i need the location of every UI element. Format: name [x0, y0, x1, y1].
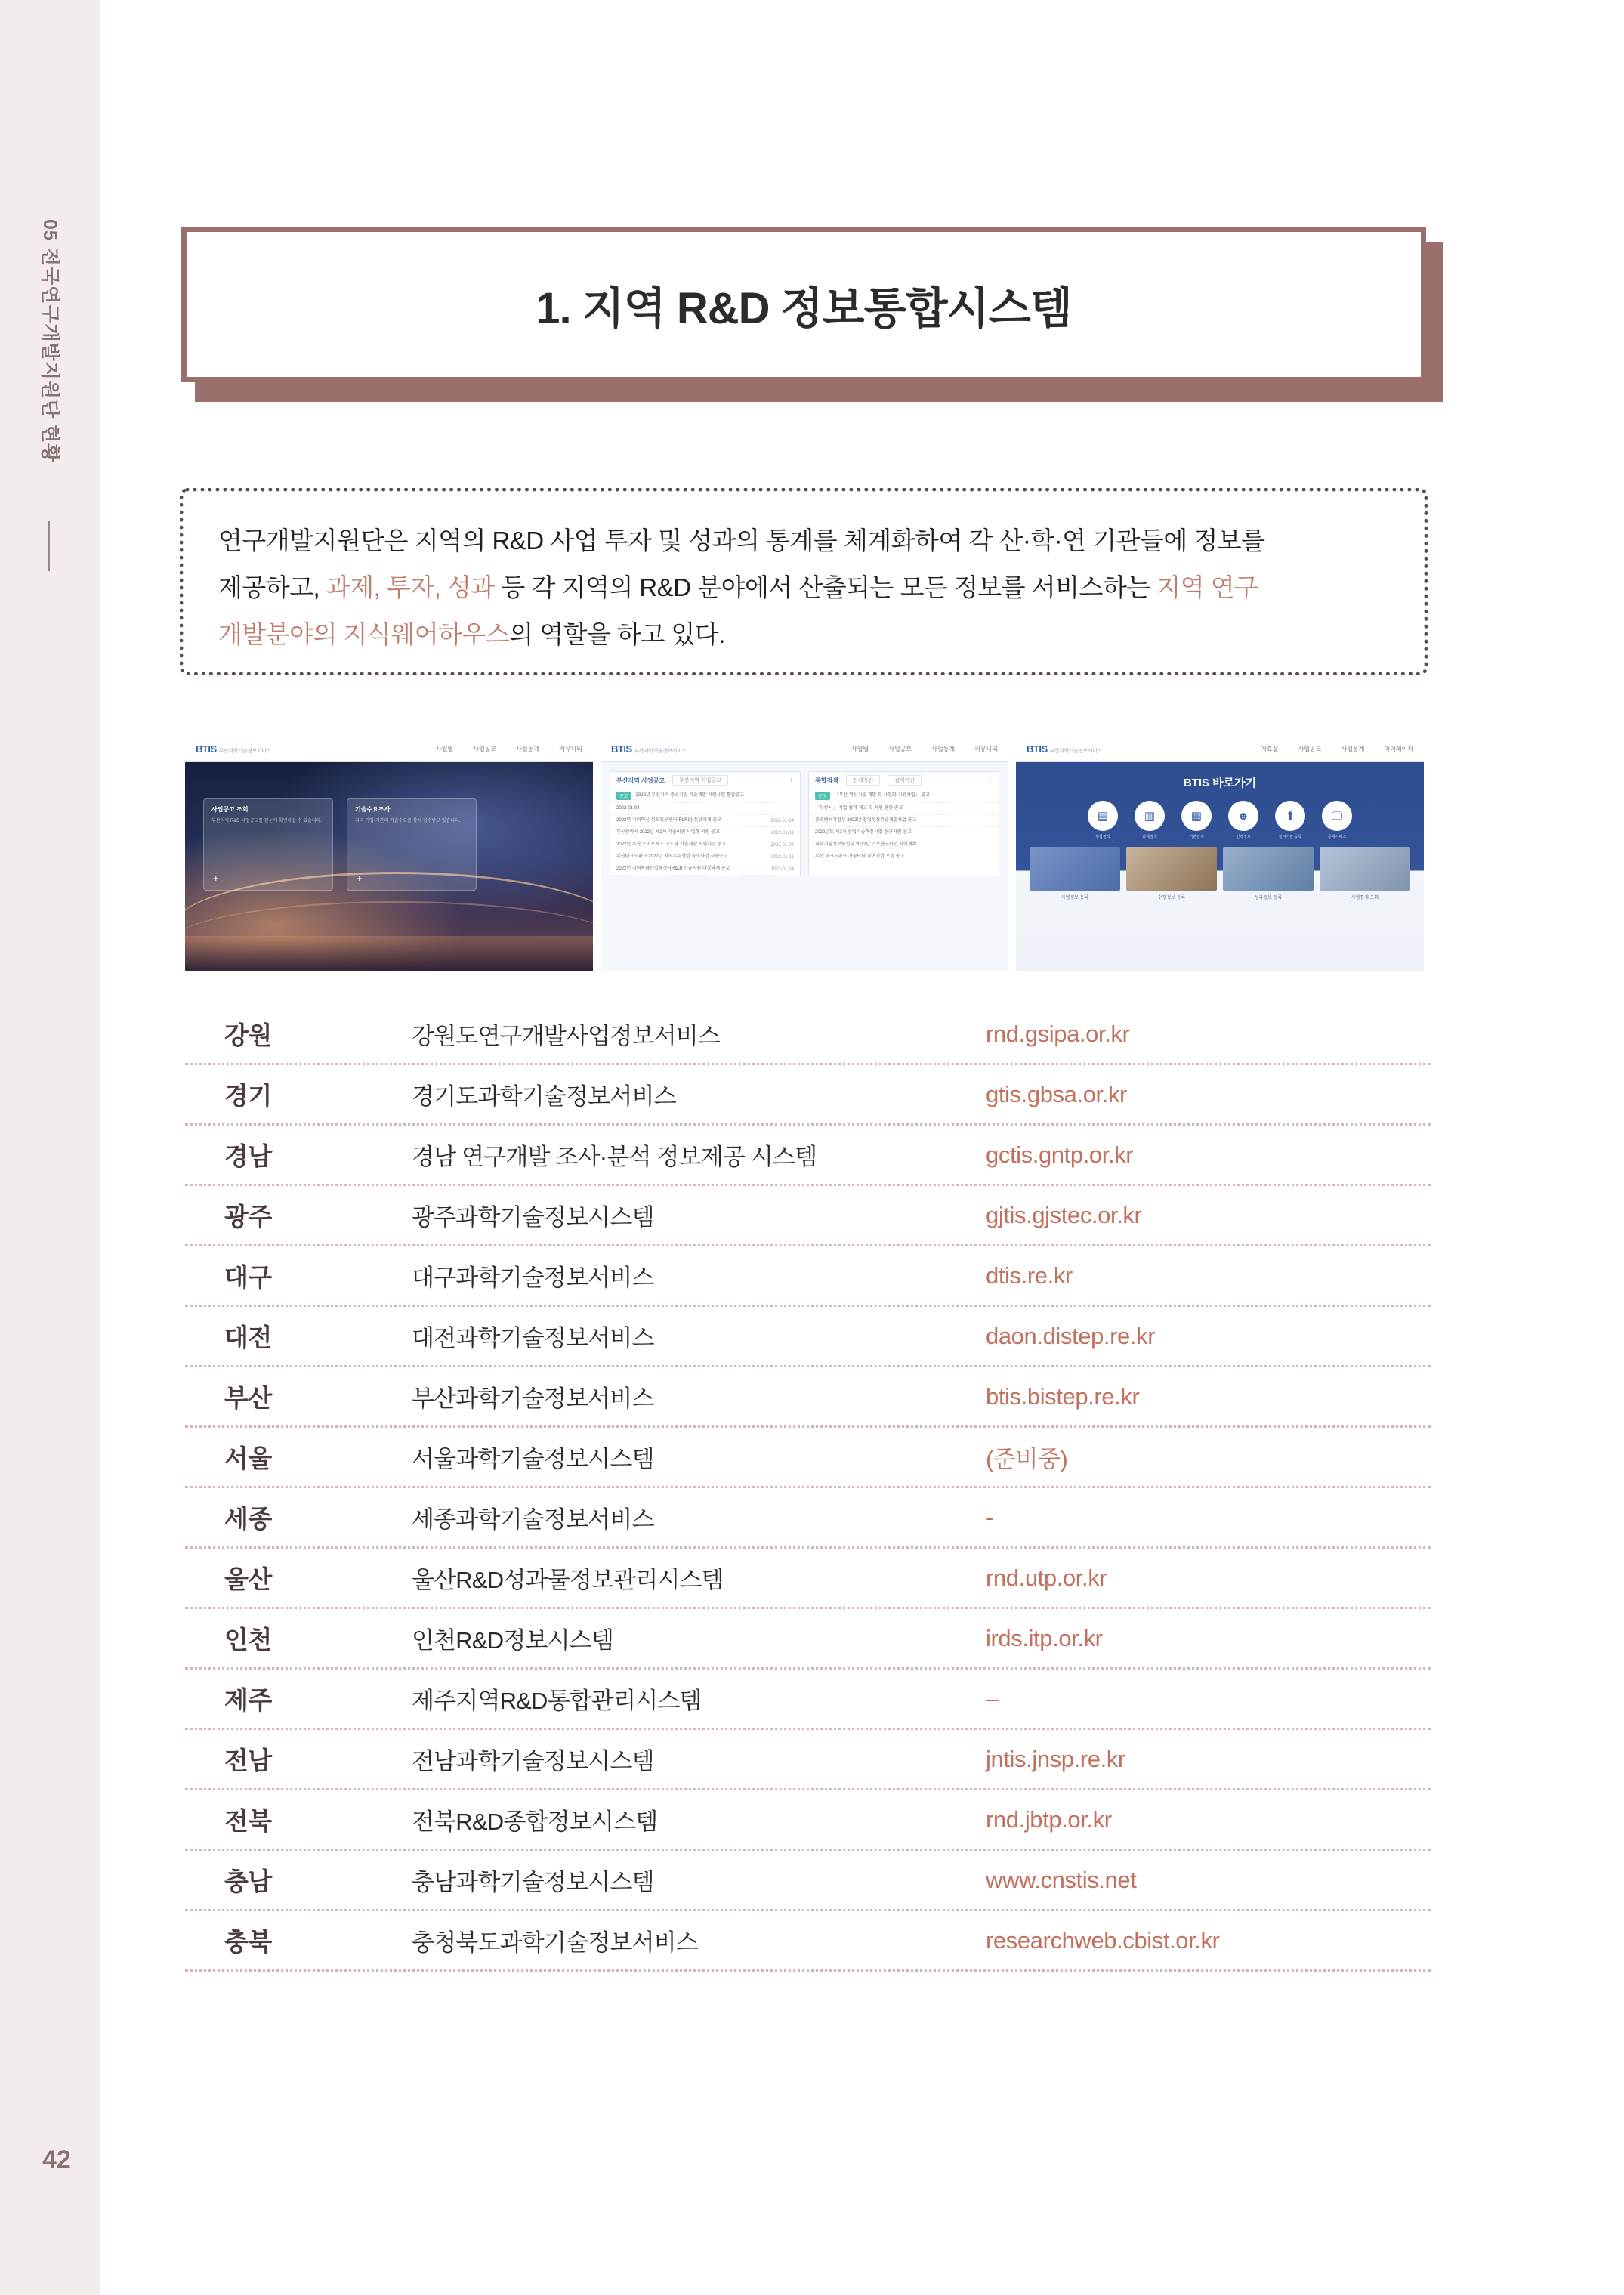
- nav-item: 사업공모: [473, 746, 497, 752]
- system-name: 서울과학기술정보시스템: [412, 1446, 654, 1472]
- brand-name: BTIS: [611, 743, 632, 755]
- nav-item: 사업공모: [888, 746, 912, 752]
- list-item[interactable]: [610, 827, 800, 839]
- hero-card-2-sub: 지역 기업·기관의 기술수요를 상시 접수받고 있습니다.: [355, 819, 461, 823]
- building-icon[interactable]: ▦: [1181, 801, 1212, 831]
- panel-label: 부산지역 사업공고: [616, 777, 665, 784]
- quicklink-label: 통계서비스: [1327, 835, 1347, 839]
- upload-icon[interactable]: ⬆: [1275, 801, 1305, 831]
- notice-date: 2022-01-04: [616, 806, 640, 811]
- hero-card-2[interactable]: [347, 798, 477, 891]
- table-row: [185, 1367, 1431, 1428]
- system-name: 부산과학기술정보서비스: [412, 1385, 654, 1412]
- system-name: 충남과학기술정보시스템: [412, 1869, 654, 1895]
- hero-card-1-title: 사업공고 조회: [211, 806, 249, 813]
- description-highlight-3: 개발분야의 지식웨어하우스: [218, 620, 510, 648]
- side-divider: [48, 521, 50, 571]
- plus-icon[interactable]: +: [213, 873, 219, 884]
- photo-card-label: 수행정보 등록: [1157, 896, 1186, 900]
- system-url[interactable]: btis.bistep.re.kr: [986, 1382, 1140, 1410]
- screenshot3-nav: [1261, 745, 1413, 753]
- region-name: 울산: [224, 1565, 272, 1593]
- nav-item: 사업별: [436, 746, 454, 752]
- nav-item: 자료실: [1261, 746, 1279, 752]
- list-item-text: 2022년 지역혁신 선도연구센터(RLRC) 신규과제 공모: [616, 818, 721, 823]
- plus-icon[interactable]: +: [987, 776, 993, 785]
- nav-item: 사업공모: [1298, 746, 1322, 752]
- system-name: 울산R&D성과물정보관리시스템: [412, 1567, 724, 1593]
- notice-panels: [601, 762, 1008, 971]
- screenshot2-nav: [851, 745, 998, 753]
- panel-label: 통합검색: [815, 777, 838, 784]
- list-item[interactable]: [610, 851, 800, 863]
- quicklink-label: 인력정보: [1236, 835, 1251, 839]
- quicklink-title: BTIS 바로가기: [1183, 777, 1257, 789]
- notice-tag: 공고: [815, 792, 830, 800]
- page-number: 42: [42, 2145, 71, 2174]
- system-name: 강원도연구개발사업정보서비스: [412, 1023, 721, 1049]
- notice-panel-left-head: [610, 772, 800, 789]
- region-name: 제주: [224, 1686, 272, 1714]
- nav-item: 커뮤니티: [559, 746, 582, 752]
- notice-row[interactable]: [610, 803, 800, 815]
- list-item-text: 부산광역시 2022년 제1차 기술이전 사업화 지원 공고: [616, 830, 720, 835]
- brand-subtitle: 부산과학기술정보서비스: [634, 749, 687, 754]
- system-url[interactable]: gtis.gbsa.or.kr: [986, 1080, 1127, 1107]
- regional-systems-table: [185, 1005, 1431, 1972]
- region-name: 충북: [224, 1928, 272, 1956]
- table-row: [185, 1005, 1431, 1065]
- notice-text: 「부산 혁신기술 개발 및 사업화 지원사업」 공고: [834, 793, 930, 798]
- system-url[interactable]: jntis.jnsp.re.kr: [986, 1745, 1125, 1772]
- system-name: 대전과학기술정보서비스: [412, 1325, 654, 1351]
- table-row: [185, 1730, 1431, 1790]
- description-callout: [180, 488, 1428, 675]
- list-item-date: 2022-01-04: [770, 842, 794, 848]
- table-row: [185, 1246, 1431, 1307]
- table-row: [185, 1670, 1431, 1730]
- list-item-text: 중소벤처기업부 2022년 창업성장기술개발사업 공고: [815, 818, 917, 823]
- list-item-text: 부산테크노파크 2022년 지역주력산업 육성사업 시행공고: [616, 854, 728, 859]
- photo-card-label: 사업통계 조회: [1351, 896, 1379, 900]
- region-name: 강원: [224, 1021, 272, 1049]
- description-highlight-1: 과제, 투자, 성과: [326, 573, 495, 601]
- plus-icon[interactable]: +: [789, 776, 794, 785]
- region-name: 전남: [224, 1747, 272, 1775]
- description-line-2: [218, 564, 1389, 611]
- system-url[interactable]: daon.distep.re.kr: [986, 1322, 1156, 1349]
- hero-card-1-sub: 부산지역 R&D 사업공고를 한눈에 확인하실 수 있습니다.: [211, 819, 323, 823]
- brand-name: BTIS: [196, 743, 217, 755]
- system-url[interactable]: rnd.gsipa.or.kr: [986, 1020, 1130, 1047]
- list-item-text: 부산 테크노파크 기술닥터 참여기업 모집 공고: [815, 854, 905, 859]
- people-icon[interactable]: ☻: [1228, 801, 1258, 831]
- list-item[interactable]: [809, 839, 999, 851]
- list-item-text: 과학기술정보통신부 2022년 기초연구사업 시행계획: [815, 842, 917, 847]
- region-name: 광주: [224, 1203, 272, 1231]
- hero-night-photo: [185, 762, 593, 971]
- monitor-icon[interactable]: 🖵: [1322, 801, 1352, 831]
- photo-card-caption-row: [1016, 894, 1424, 900]
- table-row: [185, 1186, 1431, 1246]
- description-line-3: [218, 611, 1389, 658]
- table-row: [185, 1488, 1431, 1549]
- document-icon[interactable]: ▤: [1088, 801, 1118, 831]
- notice-panel-left: [610, 771, 801, 876]
- list-item[interactable]: [809, 815, 999, 827]
- screenshot-btis-quicklinks: [1016, 737, 1424, 971]
- description-highlight-2: 지역 연구: [1156, 573, 1258, 601]
- system-name: 제주지역R&D통합관리시스템: [412, 1688, 702, 1714]
- region-name: 대전: [224, 1324, 272, 1351]
- description-text-2a: 제공하고,: [218, 573, 326, 601]
- notice-tag: 공고: [616, 792, 631, 800]
- chapter-side-tab: [39, 219, 66, 551]
- photo-card-label: 성과정보 등록: [1254, 896, 1283, 900]
- list-item[interactable]: [610, 863, 800, 876]
- notice-row[interactable]: [610, 789, 800, 803]
- screenshot3-topbar: [1016, 737, 1424, 762]
- list-item-text: 「부산시」 기업 활력 제고 및 지원 관련 공고: [815, 806, 903, 811]
- system-url[interactable]: gjtis.gjstec.or.kr: [986, 1201, 1142, 1228]
- region-name: 전북: [224, 1807, 272, 1835]
- chapter-label: 05 전국연구개발지원단 현황: [39, 219, 60, 463]
- system-url[interactable]: researchweb.cbist.or.kr: [986, 1926, 1220, 1954]
- nav-item: 사업통계: [1341, 746, 1365, 752]
- screenshot-strip: [185, 737, 1424, 971]
- quicklink-label: 통합검색: [1095, 835, 1110, 839]
- notice-panel-right-head: [809, 772, 999, 789]
- page-title: 1. 지역 R&D 정보통합시스템: [536, 284, 1072, 333]
- hero-card-2-title: 기술수요조사: [355, 806, 391, 813]
- list-item-date: 2022-01-04: [770, 818, 794, 823]
- list-item-date: 2022-01-11: [770, 854, 794, 860]
- list-item-text: 2022년도 제1차 산업기술혁신사업 신규지원 공고: [815, 830, 912, 835]
- screenshot-btis-notices: [601, 737, 1008, 971]
- notice-row[interactable]: [809, 789, 999, 803]
- list-item-date: 2022-01-11: [770, 830, 794, 836]
- notice-text: 2022년 부산지역 중소기업 기술개발 지원사업 통합공고: [635, 793, 744, 798]
- system-name: 세종과학기술정보서비스: [412, 1506, 654, 1533]
- region-name: 서울: [224, 1444, 272, 1472]
- quicklink-label: 과제검색: [1142, 835, 1157, 839]
- brand-name: BTIS: [1027, 743, 1048, 755]
- system-url[interactable]: www.cnstis.net: [986, 1866, 1137, 1893]
- list-item-text: 2022년 지역특화산업육성+(R&D) 신규지원 대상과제 공고: [616, 866, 730, 871]
- system-url[interactable]: irds.itp.or.kr: [986, 1624, 1103, 1651]
- description-text-3b: 의 역할을 하고 있다.: [509, 620, 725, 648]
- region-name: 부산: [224, 1384, 272, 1412]
- list-item-text: 2022년 부산 스마트제조 고도화 기술개발 지원사업 공고: [616, 842, 727, 847]
- photo-card[interactable]: [1030, 847, 1120, 891]
- photo-card-label: 사업정보 등록: [1061, 896, 1089, 900]
- table-row: [185, 1428, 1431, 1488]
- description-line-1: [218, 517, 1389, 564]
- region-name: 세종: [224, 1505, 272, 1533]
- list-item[interactable]: [809, 851, 999, 863]
- system-url: (준비중): [986, 1446, 1068, 1472]
- brand-logo: [1027, 743, 1102, 755]
- system-name: 충청북도과학기술정보서비스: [412, 1929, 698, 1956]
- section-title-box: [181, 227, 1426, 382]
- chart-icon[interactable]: ▥: [1135, 801, 1165, 831]
- nav-item: 사업별: [851, 746, 869, 752]
- system-name: 광주과학기술정보시스템: [412, 1204, 654, 1231]
- panel-select[interactable]: 부산지역 사업공고: [672, 775, 728, 786]
- quicklink-icon-row: [1016, 801, 1424, 831]
- table-row: [185, 1126, 1431, 1186]
- panel-select-period[interactable]: 검색기간: [888, 775, 922, 786]
- table-row: [185, 1911, 1431, 1972]
- system-name: 경기도과학기술정보서비스: [412, 1083, 676, 1110]
- description-text-2b: 등 각 지역의 R&D 분야에서 산출되는 모든 정보를 서비스하는: [494, 573, 1157, 601]
- system-url: -: [986, 1503, 993, 1531]
- nav-item: 사업통계: [516, 746, 540, 752]
- region-name: 충남: [224, 1867, 272, 1895]
- quicklink-caption-row: [1016, 834, 1424, 839]
- plus-icon[interactable]: +: [357, 873, 363, 884]
- table-row: [185, 1307, 1431, 1367]
- brand-logo: [196, 743, 271, 755]
- system-url[interactable]: rnd.utp.or.kr: [986, 1564, 1107, 1591]
- screenshot1-nav: [436, 745, 582, 753]
- table-row: [185, 1851, 1431, 1911]
- hero-card-1[interactable]: [203, 798, 333, 891]
- nav-item: 마이페이지: [1384, 746, 1413, 752]
- photo-card[interactable]: [1126, 847, 1217, 891]
- system-url: –: [986, 1685, 999, 1712]
- list-item-date: 2022-01-04: [770, 866, 794, 872]
- list-item[interactable]: [610, 839, 800, 851]
- quicklink-label: 기관검색: [1189, 835, 1204, 839]
- screenshot-btis-main: [185, 737, 593, 971]
- table-row: [185, 1549, 1431, 1609]
- table-row: [185, 1790, 1431, 1851]
- photo-card[interactable]: [1320, 847, 1410, 891]
- system-name: 대구과학기술정보서비스: [412, 1265, 654, 1291]
- description-text-1: 연구개발지원단은 지역의 R&D 사업 투자 및 성과의 통계를 체계화하여 각 산·학·연 기관들에 정보를: [218, 527, 1265, 554]
- region-name: 대구: [224, 1263, 272, 1291]
- system-url[interactable]: gctis.gntp.or.kr: [986, 1141, 1134, 1168]
- table-row: [185, 1609, 1431, 1670]
- system-url[interactable]: dtis.re.kr: [986, 1262, 1073, 1289]
- list-item[interactable]: [610, 815, 800, 827]
- system-name: 전북R&D종합정보시스템: [412, 1809, 658, 1835]
- list-item[interactable]: [809, 803, 999, 815]
- panel-select-agency[interactable]: 전체기관: [846, 775, 880, 786]
- brand-logo: [611, 743, 687, 755]
- table-row: [185, 1065, 1431, 1126]
- brand-subtitle: 부산과학기술정보서비스: [1049, 749, 1102, 754]
- system-url[interactable]: rnd.jbtp.or.kr: [986, 1805, 1112, 1833]
- region-name: 경기: [224, 1082, 272, 1110]
- photo-card-row: [1016, 847, 1424, 891]
- quicklink-label: 참여기관 등록: [1278, 835, 1302, 839]
- system-name: 전남과학기술정보시스템: [412, 1748, 654, 1775]
- system-name: 경남 연구개발 조사·분석 정보제공 시스템: [412, 1144, 817, 1170]
- photo-card[interactable]: [1223, 847, 1314, 891]
- nav-item: 사업통계: [931, 746, 956, 752]
- screenshot2-topbar: [601, 737, 1008, 762]
- screenshot1-topbar: [185, 737, 593, 762]
- region-name: 경남: [224, 1142, 272, 1170]
- brand-subtitle: 부산과학기술정보서비스: [218, 749, 271, 754]
- list-item[interactable]: [809, 827, 999, 839]
- nav-item: 커뮤니티: [974, 746, 998, 752]
- quicklink-hero: [1016, 762, 1424, 971]
- region-name: 인천: [224, 1626, 272, 1654]
- system-name: 인천R&D정보시스템: [412, 1627, 614, 1654]
- notice-panel-right: [808, 771, 999, 876]
